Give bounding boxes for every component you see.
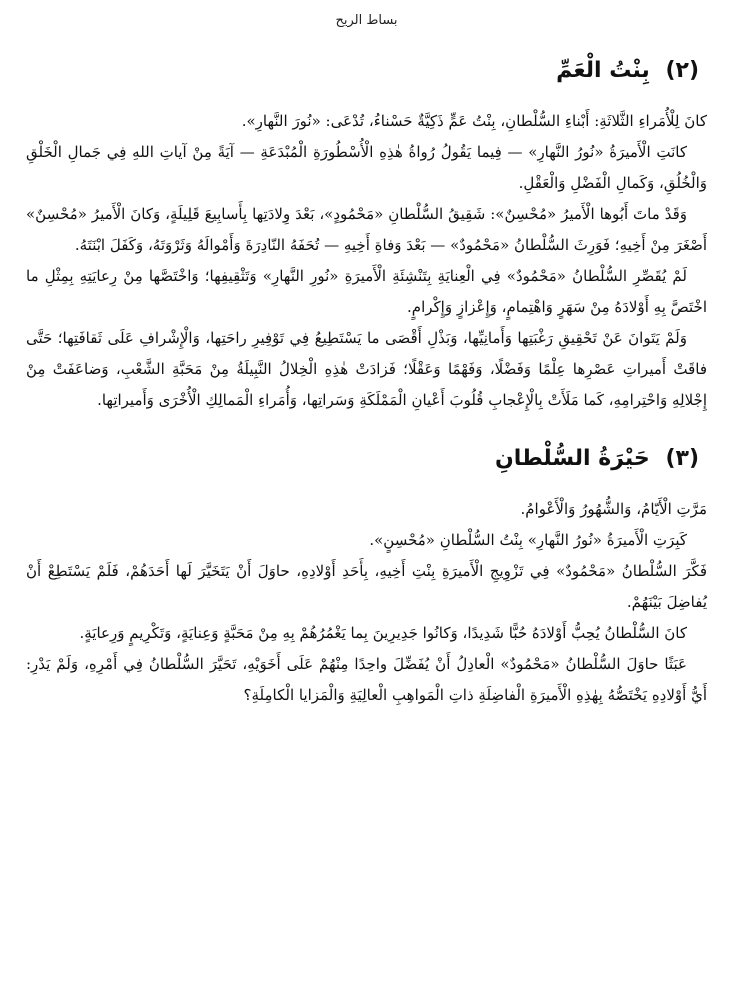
chapter-3-number: (٣)	[665, 446, 699, 471]
paragraph: وَلَمْ يَتَوانَ عَنْ تَحْقِيقِ رَغْبَتِها وَأَمانِيِّها، وَبَذْلِ أَقْصَى ما يَسْتَطِيعُ فِي تَوْفِيرِ راحَتِها، وَالْإِشْرافِ عَلَى ثَقافَتِها؛ حَتَّى فاقَتْ أَميراتِ عَصْرِها عِلْمًا وَفَضْلًا، وَفَهْمًا وَعَقْلًا؛ فَزادَتْ هٰذِهِ الْخِلالُ النَّبِيلَةُ مِنْ مَحَبَّةِ الشَّعْبِ، وَضاعَفَتْ مِنْ إِجْلالِهِ وَاحْتِرامِهِ، كَما مَلَأَتْ بِالْإِعْجابِ قُلُوبَ أَعْيانِ الْمَمْلَكَةِ وَسَراتِها، وَأُمَراءِ الْمَمالِكِ الْأُخْرَى وَأَميراتِها.	[26, 329, 707, 409]
paragraph: وَقَدْ ماتَ أَبُوها الْأَميرُ «مُحْسِنٌ»: شَقِيقُ السُّلْطانِ «مَحْمُودٍ»، بَعْدَ وِلادَتِها بِأَسابِيعَ قَلِيلَةٍ، وَكانَ الْأَميرُ «مُحْسِنٌ» أَصْغَرَ مِنْ أَخِيهِ؛ فَوَرِثَ السُّلْطانُ «مَحْمُودٌ» — بَعْدَ وَفاةِ أَخِيهِ — تُحَفَهُ النّادِرَةَ وَأَمْوالَهُ وَثَرْوَتَهُ، وَكَفَلَ ابْنَتَهُ.	[26, 205, 707, 254]
paragraph: عَبَثًا حاوَلَ السُّلْطانُ «مَحْمُودٌ» الْعادِلُ أَنْ يُفَضِّلَ واحِدًا مِنْهُمْ عَلَى أَخَوَيْهِ، تَحَيَّرَ السُّلْطانُ فِي أَمْرِهِ، وَلَمْ يَدْرِ: أَيُّ أَوْلادِهِ يَخْتَصُّهُ بِهٰذِهِ الْأَميرَةِ الْفاضِلَةِ ذاتِ الْمَواهِبِ الْعالِيَةِ وَالْمَزايا الْكامِلَةِ؟	[26, 655, 707, 704]
chapter-2-title: بِنْتُ الْعَمِّ	[556, 58, 650, 83]
chapter-2-heading	[26, 56, 707, 86]
paragraph: كَبِرَتِ الْأَميرَةُ «نُورُ النَّهارِ» بِنْتُ السُّلْطانِ «مُحْسِنٍ».	[369, 531, 687, 549]
section-spacer	[26, 416, 707, 444]
paragraph: كانَ لِلْأُمَراءِ الثَّلاثَةِ: أَبْناءِ السُّلْطانِ، بِنْتُ عَمٍّ ذَكِيَّةٌ حَسْناءُ، تُدْعَى: «نُورَ النَّهارِ».	[241, 112, 707, 130]
paragraph: كانَ السُّلْطانُ يُحِبُّ أَوْلادَهُ حُبًّا شَدِيدًا، وَكانُوا جَدِيرِينَ بِما يَغْمُرُهُمْ بِهِ مِنْ مَحَبَّةٍ وَعِنايَةٍ، وَتَكْرِيمٍ وَرِعايَةٍ.	[79, 624, 687, 642]
chapter-2	[26, 56, 707, 416]
paragraph: لَمْ يُقَصِّرِ السُّلْطانُ «مَحْمُودٌ» فِي الْعِنايَةِ بِتَنْشِئَةِ الْأَميرَةِ «نُورِ النَّهارِ» وَتَثْقِيفِها؛ وَاخْتَصَّها مِنْ رِعايَتِهِ بِمِثْلِ ما اخْتَصَّ بِهِ أَوْلادَهُ مِنْ سَهَرٍ وَاهْتِمامٍ، وَإِعْزازٍ وَإِكْرامٍ.	[26, 267, 707, 316]
chapter-3-title: حَيْرَةُ السُّلْطانِ	[494, 446, 650, 471]
paragraph: فَكَّرَ السُّلْطانُ «مَحْمُودٌ» فِي تَزْوِيجِ الْأَميرَةِ بِنْتِ أَخِيهِ، بِأَحَدِ أَوْلادِهِ، حاوَلَ أَنْ يَتَخَيَّرَ لَها أَحَدَهُمْ، فَلَمْ يَسْتَطِعْ أَنْ يُفاضِلَ بَيْنَهُمْ.	[26, 562, 707, 611]
running-header: بساط الريح	[335, 13, 398, 28]
paragraph: مَرَّتِ الْأَيّامُ، وَالشُّهُورُ وَالْأَعْوامُ.	[520, 500, 707, 518]
paragraph: كانَتِ الْأَميرَةُ «نُورُ النَّهارِ» — فِيما يَقُولُ رُواةُ هٰذِهِ الْأُسْطُورَةِ الْمُبْدَعَةِ — آيَةً مِنْ آياتِ اللهِ فِي جَمالِ الْخَلْقِ وَالْخُلُقِ، وَكَمالِ الْفَضْلِ وَالْعَقْلِ.	[26, 143, 707, 192]
chapter-3	[26, 444, 707, 711]
chapter-3-heading	[26, 444, 707, 474]
chapter-2-number: (٢)	[665, 58, 699, 83]
